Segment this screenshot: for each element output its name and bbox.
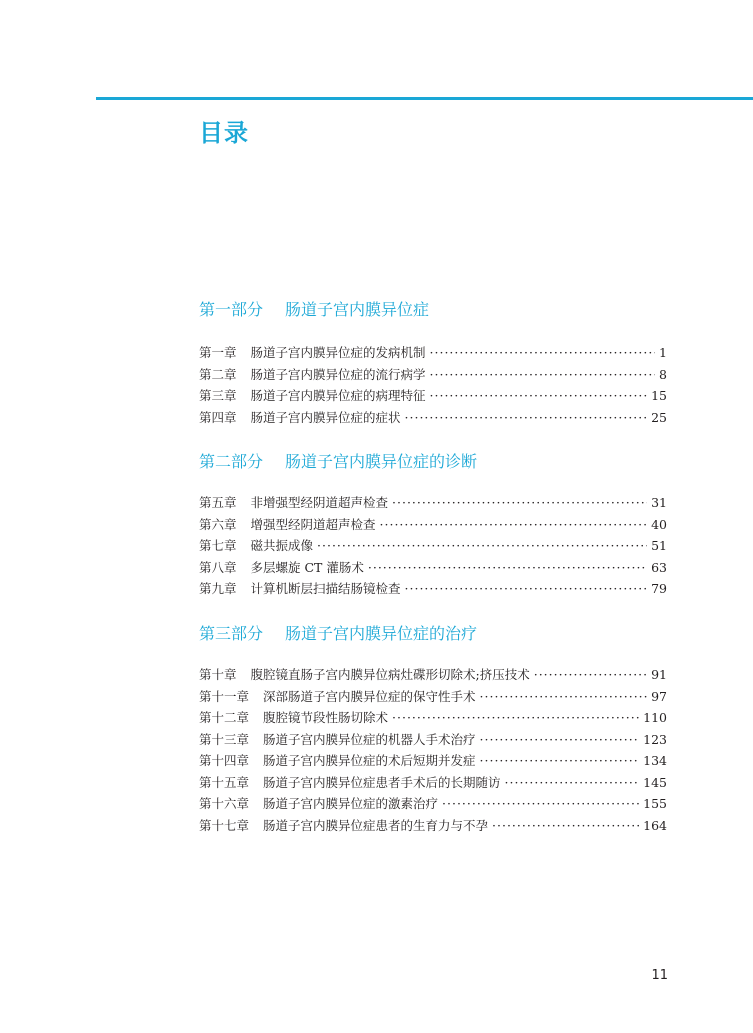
part-name: 肠道子宫内膜异位症的诊断	[285, 452, 478, 471]
chapter-number: 第十三章	[199, 731, 250, 747]
chapter-page: 123	[643, 731, 667, 747]
chapter-entry[interactable]	[199, 815, 667, 837]
chapter-title: 肠道子宫内膜异位症患者的生育力与不孕	[263, 817, 489, 833]
chapter-entry[interactable]	[199, 729, 667, 751]
chapter-number: 第八章	[199, 559, 237, 575]
part-name: 肠道子宫内膜异位症的治疗	[285, 624, 478, 643]
dot-leader	[480, 729, 640, 751]
chapter-title: 非增强型经阴道超声检查	[250, 495, 389, 510]
dot-leader	[505, 772, 640, 794]
chapter-title: 肠道子宫内膜异位症的术后短期并发症	[263, 753, 476, 768]
chapter-number: 第十一章	[199, 688, 250, 704]
chapter-page: 110	[643, 710, 667, 725]
chapter-entry[interactable]	[199, 407, 667, 429]
chapter-list-part-2	[199, 492, 667, 600]
chapter-page: 31	[651, 495, 667, 510]
chapter-entry[interactable]	[199, 364, 667, 386]
chapter-title: 磁共振成像	[250, 538, 314, 553]
dot-leader	[480, 750, 640, 772]
chapter-entry[interactable]	[199, 385, 667, 407]
dot-leader	[405, 578, 648, 600]
chapter-number: 第十六章	[199, 796, 250, 811]
chapter-number: 第十五章	[199, 774, 250, 790]
chapter-entry[interactable]	[199, 492, 667, 514]
chapter-number: 第七章	[199, 538, 237, 553]
dot-leader	[392, 707, 639, 729]
chapter-page: 145	[643, 774, 667, 790]
dot-leader	[380, 514, 648, 536]
chapter-page: 91	[651, 667, 667, 682]
chapter-entry[interactable]	[199, 664, 667, 686]
chapter-page: 79	[651, 581, 667, 596]
chapter-number: 第九章	[199, 581, 237, 596]
part-title-2	[199, 450, 477, 474]
part-name: 肠道子宫内膜异位症	[285, 300, 430, 319]
chapter-number: 第五章	[199, 495, 237, 510]
dot-leader	[480, 686, 648, 708]
part-title-1	[199, 298, 429, 322]
dot-leader	[317, 535, 647, 557]
dot-leader	[405, 407, 648, 429]
chapter-number: 第十七章	[199, 817, 250, 833]
chapter-entry[interactable]	[199, 750, 667, 772]
chapter-list-part-3	[199, 664, 667, 836]
dot-leader	[442, 793, 639, 815]
chapter-number: 第十二章	[199, 710, 250, 725]
chapter-page: 40	[651, 516, 667, 532]
chapter-entry[interactable]	[199, 535, 667, 557]
chapter-title: 肠道子宫内膜异位症的流行病学	[250, 366, 426, 382]
dot-leader	[492, 815, 639, 837]
chapter-page: 63	[651, 559, 667, 575]
toc-title: 目录	[199, 119, 249, 147]
chapter-title: 增强型经阴道超声检查	[250, 516, 376, 532]
chapter-title: 多层螺旋 CT 灌肠术	[250, 559, 364, 575]
chapter-page: 1	[659, 345, 667, 360]
chapter-number: 第十章	[199, 667, 237, 682]
chapter-page: 155	[643, 796, 667, 811]
chapter-title: 腹腔镜直肠子宫内膜异位病灶碟形切除术;挤压技术	[250, 667, 530, 682]
chapter-number: 第六章	[199, 516, 237, 532]
chapter-entry[interactable]	[199, 578, 667, 600]
chapter-page: 8	[659, 366, 667, 382]
part-label: 第二部分	[199, 452, 264, 471]
chapter-page: 25	[651, 409, 667, 425]
chapter-title: 计算机断层扫描结肠镜检查	[250, 581, 401, 596]
chapter-entry[interactable]	[199, 772, 667, 794]
chapter-entry[interactable]	[199, 557, 667, 579]
chapter-number: 第四章	[199, 409, 237, 425]
chapter-title: 肠道子宫内膜异位症的激素治疗	[263, 796, 439, 811]
part-title-3	[199, 622, 477, 646]
dot-leader	[368, 557, 647, 579]
chapter-entry[interactable]	[199, 342, 667, 364]
dot-leader	[430, 364, 656, 386]
chapter-page: 15	[651, 388, 667, 403]
chapter-page: 51	[651, 538, 667, 553]
chapter-title: 深部肠道子宫内膜异位症的保守性手术	[263, 688, 476, 704]
chapter-title: 肠道子宫内膜异位症的病理特征	[250, 388, 426, 403]
chapter-list-part-1	[199, 342, 667, 428]
chapter-number: 第十四章	[199, 753, 250, 768]
chapter-entry[interactable]	[199, 793, 667, 815]
part-label: 第三部分	[199, 624, 264, 643]
chapter-entry[interactable]	[199, 707, 667, 729]
dot-leader	[430, 342, 656, 364]
chapter-number: 第三章	[199, 388, 237, 403]
dot-leader	[392, 492, 647, 514]
part-label: 第一部分	[199, 300, 264, 319]
chapter-number: 第二章	[199, 366, 237, 382]
chapter-title: 肠道子宫内膜异位症的机器人手术治疗	[263, 731, 476, 747]
chapter-title: 肠道子宫内膜异位症的发病机制	[250, 345, 426, 360]
chapter-entry[interactable]	[199, 686, 667, 708]
chapter-title: 肠道子宫内膜异位症的症状	[250, 409, 401, 425]
page-number: 11	[651, 968, 668, 983]
chapter-number: 第一章	[199, 345, 237, 360]
top-rule	[96, 97, 753, 100]
chapter-title: 腹腔镜节段性肠切除术	[263, 710, 389, 725]
chapter-title: 肠道子宫内膜异位症患者手术后的长期随访	[263, 774, 501, 790]
dot-leader	[534, 664, 647, 686]
chapter-page: 134	[643, 753, 667, 768]
chapter-entry[interactable]	[199, 514, 667, 536]
dot-leader	[430, 385, 648, 407]
chapter-page: 164	[643, 817, 667, 833]
chapter-page: 97	[651, 688, 667, 704]
